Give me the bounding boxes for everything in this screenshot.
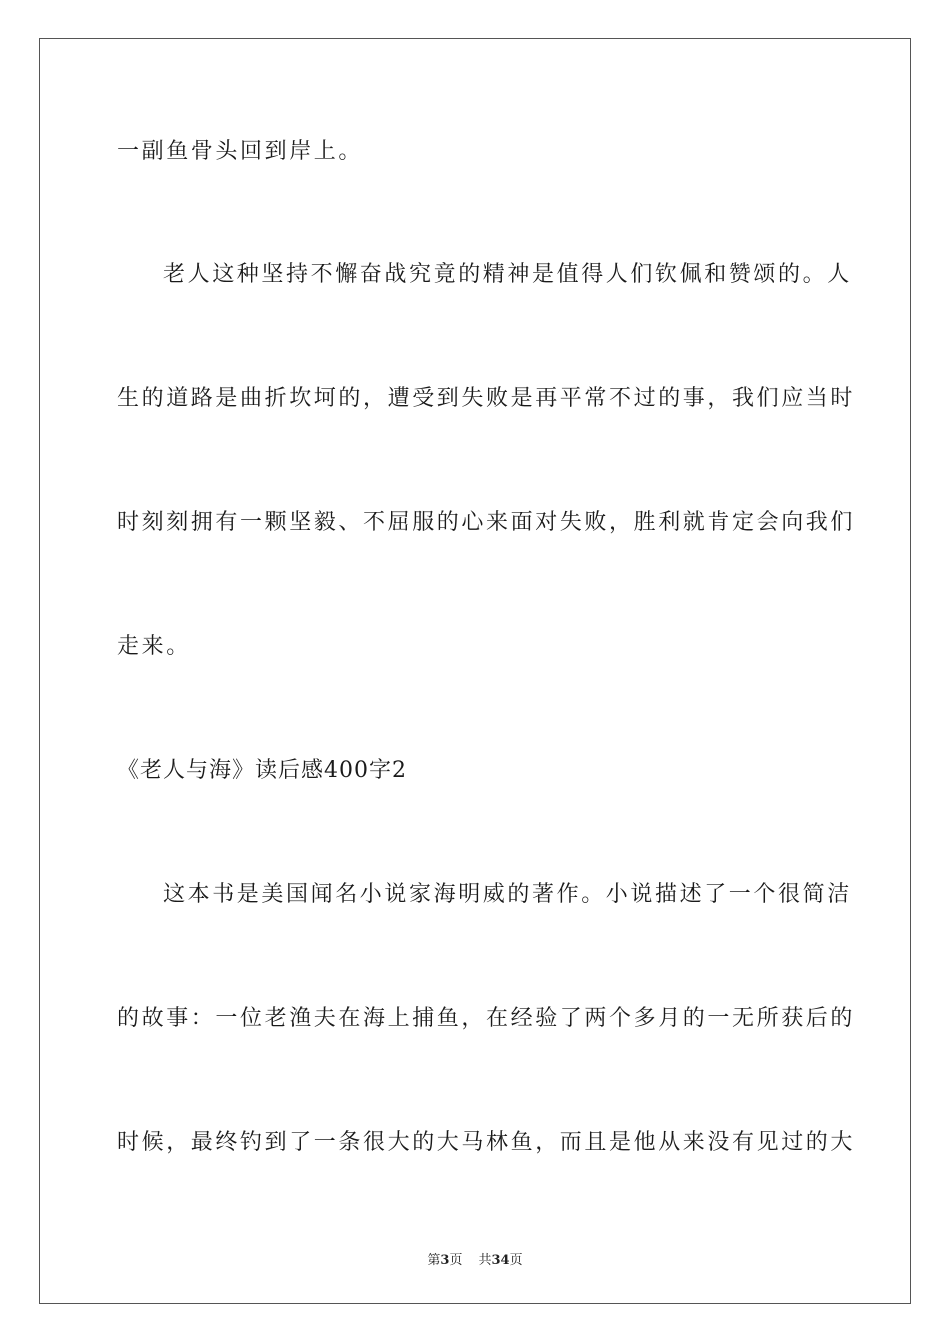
total-prefix: 共	[478, 1253, 492, 1268]
page-prefix: 第	[427, 1253, 441, 1268]
paragraph-line: 时候，最终钓到了一条很大的大马林鱼，而且是他从来没有见过的大	[117, 1130, 856, 1155]
page-frame	[39, 38, 911, 1304]
paragraph-line: 时刻刻拥有一颗坚毅、不屈服的心来面对失败，胜利就肯定会向我们	[117, 510, 856, 535]
page-suffix: 页	[449, 1253, 463, 1268]
paragraph-line: 这本书是美国闻名小说家海明威的著作。小说描述了一个很简洁	[163, 882, 852, 907]
paragraph-line: 生的道路是曲折坎坷的，遭受到失败是再平常不过的事，我们应当时	[117, 386, 856, 411]
page-number: 3	[440, 1253, 450, 1268]
paragraph-line: 一副鱼骨头回到岸上。	[117, 139, 364, 164]
page-footer	[0, 1249, 950, 1268]
total-pages: 34	[491, 1253, 510, 1268]
paragraph-line: 走来。	[117, 634, 191, 659]
section-heading: 《老人与海》读后感400字2	[117, 758, 407, 783]
paragraph-line: 的故事：一位老渔夫在海上捕鱼，在经验了两个多月的一无所获后的	[117, 1006, 856, 1031]
paragraph-line: 老人这种坚持不懈奋战究竟的精神是值得人们钦佩和赞颂的。人	[163, 262, 852, 287]
total-suffix: 页	[509, 1253, 523, 1268]
